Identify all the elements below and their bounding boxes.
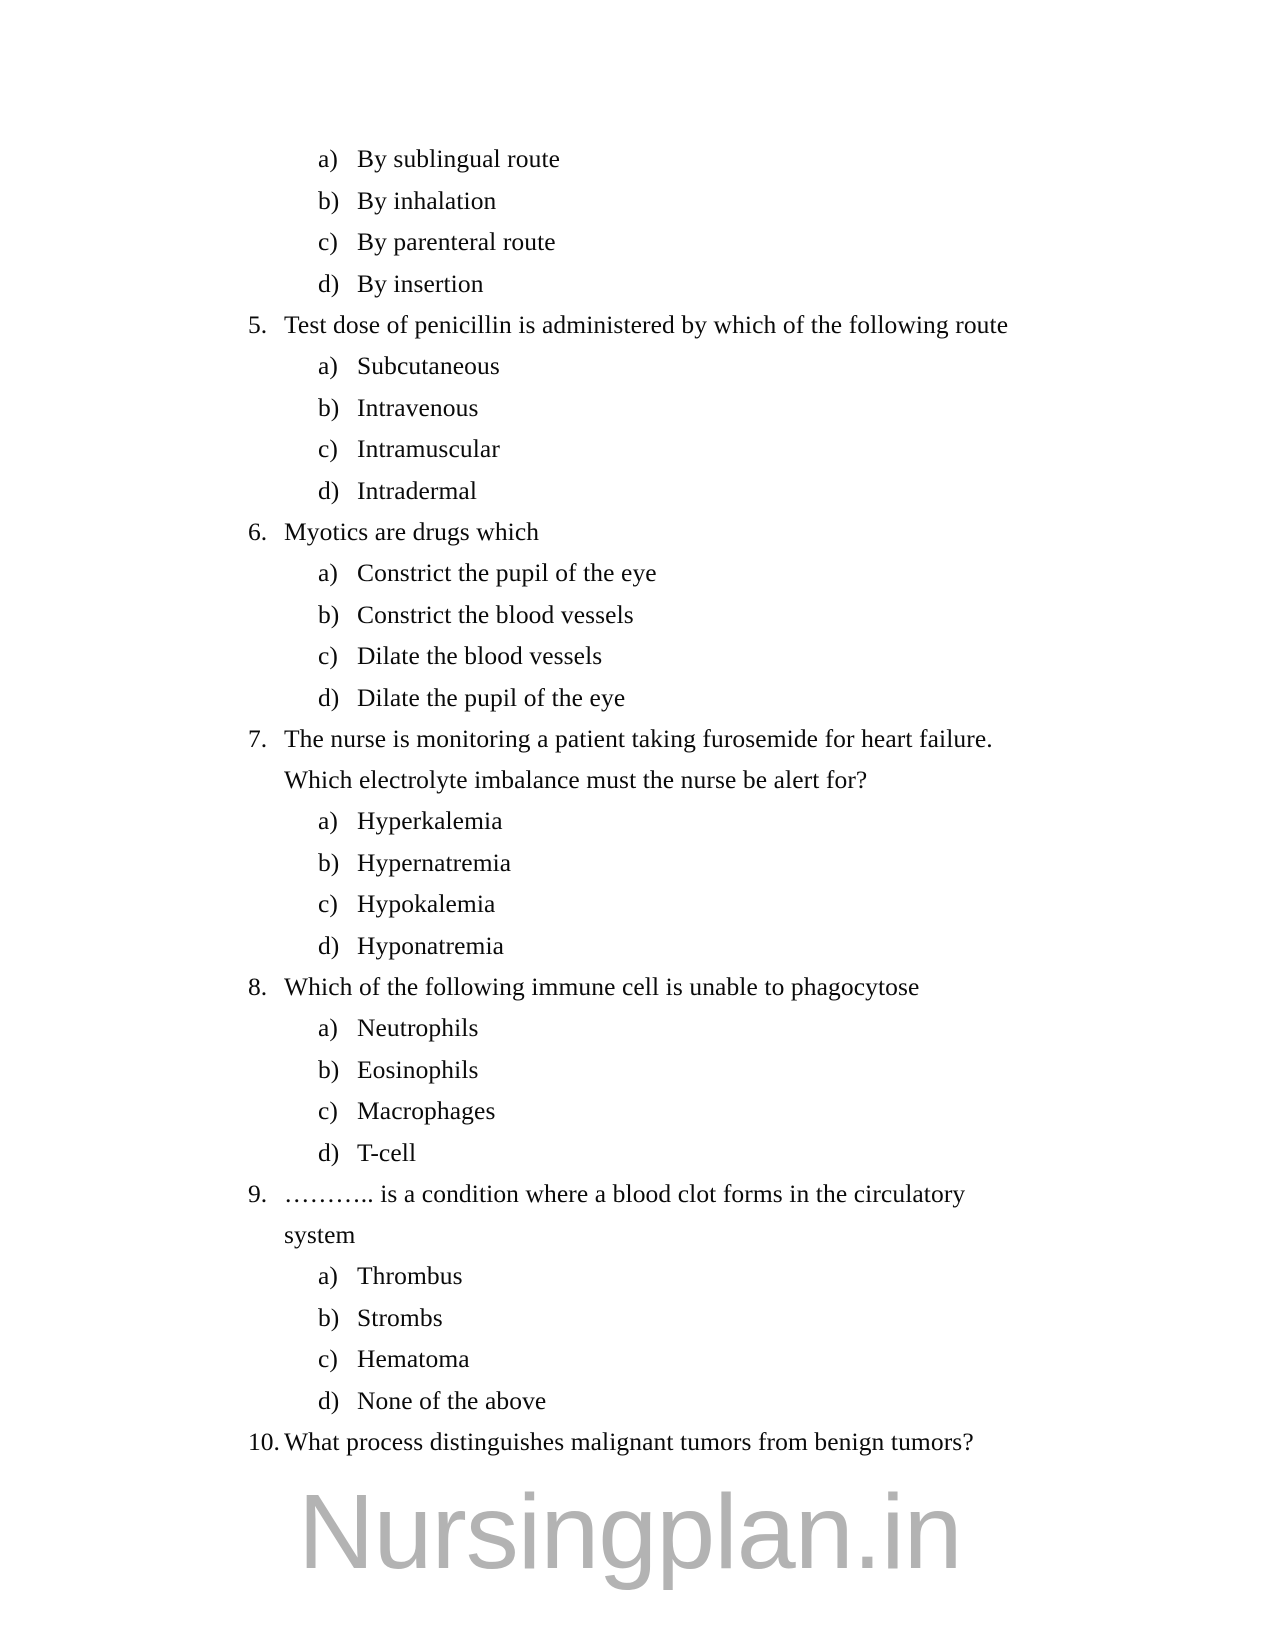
option-letter: d)	[318, 475, 340, 505]
question-block-7	[0, 718, 1275, 966]
option-letter: a)	[318, 351, 338, 380]
option-text: Intramuscular	[357, 434, 500, 463]
option-letter: c)	[318, 1096, 338, 1125]
option-text: Subcutaneous	[357, 351, 500, 380]
question-block-9	[0, 1173, 1275, 1421]
option-text: Dilate the blood vessels	[357, 641, 603, 670]
list-item[interactable]	[0, 842, 1275, 883]
option-text: By sublingual route	[357, 144, 561, 173]
option-text: Eosinophils	[357, 1054, 479, 1084]
option-letter: b)	[318, 1302, 340, 1332]
option-text: Hyperkalemia	[357, 806, 503, 835]
option-letter: b)	[318, 185, 340, 215]
question-number: 6.	[248, 517, 268, 546]
option-letter: d)	[318, 682, 340, 712]
list-item[interactable]	[0, 635, 1275, 676]
option-letter: d)	[318, 1385, 340, 1415]
list-item[interactable]	[0, 1132, 1275, 1173]
option-letter: a)	[318, 1013, 338, 1042]
option-letter: c)	[318, 227, 338, 256]
option-letter: a)	[318, 1261, 338, 1290]
question-number: 9.	[248, 1179, 268, 1208]
list-item[interactable]	[0, 387, 1275, 428]
list-item[interactable]	[0, 594, 1275, 635]
option-text: Hyponatremia	[357, 930, 505, 960]
option-letter: b)	[318, 599, 340, 629]
option-letter: b)	[318, 1054, 340, 1084]
question-row	[0, 1173, 1275, 1255]
question-text: ……….. is a condition where a blood clot forms in the circulatory system	[284, 1179, 966, 1249]
list-item[interactable]	[0, 1338, 1275, 1379]
question-block-10	[0, 1421, 1275, 1462]
option-letter: d)	[318, 1137, 340, 1167]
option-text: T-cell	[357, 1137, 417, 1167]
question-text: The nurse is monitoring a patient taking furosemide for heart failure. Which electrolyte imbalance must the nurse be alert for?	[284, 724, 993, 794]
option-text: Constrict the blood vessels	[357, 599, 634, 629]
list-item[interactable]	[0, 138, 1275, 179]
list-item[interactable]	[0, 925, 1275, 966]
list-item[interactable]	[0, 1297, 1275, 1338]
question-row	[0, 1421, 1275, 1462]
option-text: By insertion	[357, 268, 484, 298]
list-item[interactable]	[0, 1049, 1275, 1090]
list-item[interactable]	[0, 1007, 1275, 1048]
question-row	[0, 966, 1275, 1007]
question-block-6	[0, 511, 1275, 718]
question-text: Which of the following immune cell is unable to phagocytose	[284, 972, 920, 1001]
question-row	[0, 511, 1275, 552]
question-block-5	[0, 304, 1275, 511]
option-text: Intradermal	[357, 475, 478, 505]
option-text: None of the above	[357, 1385, 547, 1415]
option-letter: d)	[318, 930, 340, 960]
list-item[interactable]	[0, 1255, 1275, 1296]
option-letter: c)	[318, 1344, 338, 1373]
list-item[interactable]	[0, 1090, 1275, 1131]
option-text: By parenteral route	[357, 227, 556, 256]
orphan-option-group	[0, 138, 1275, 304]
option-text: Neutrophils	[357, 1013, 479, 1042]
option-text: Intravenous	[357, 392, 479, 422]
question-text: Myotics are drugs which	[284, 517, 540, 546]
option-text: Hypokalemia	[357, 889, 496, 918]
option-letter: a)	[318, 558, 338, 587]
question-row	[0, 718, 1275, 800]
option-text: Macrophages	[357, 1096, 496, 1125]
question-number: 5.	[248, 310, 268, 339]
list-item[interactable]	[0, 263, 1275, 304]
option-text: Dilate the pupil of the eye	[357, 682, 626, 712]
option-letter: c)	[318, 889, 338, 918]
list-item[interactable]	[0, 677, 1275, 718]
list-item[interactable]	[0, 221, 1275, 262]
option-text: Hematoma	[357, 1344, 470, 1373]
option-letter: b)	[318, 847, 340, 877]
option-letter: b)	[318, 392, 340, 422]
question-number: 8.	[248, 972, 268, 1001]
option-letter: d)	[318, 268, 340, 298]
list-item[interactable]	[0, 1380, 1275, 1421]
list-item[interactable]	[0, 180, 1275, 221]
list-item[interactable]	[0, 428, 1275, 469]
option-text: Hypernatremia	[357, 847, 512, 877]
option-letter: a)	[318, 806, 338, 835]
option-text: Constrict the pupil of the eye	[357, 558, 657, 587]
option-text: Thrombus	[357, 1261, 463, 1290]
question-number: 7.	[248, 724, 268, 753]
list-item[interactable]	[0, 470, 1275, 511]
option-letter: c)	[318, 641, 338, 670]
option-letter: c)	[318, 434, 338, 463]
question-text: What process distinguishes malignant tumors from benign tumors?	[284, 1427, 974, 1456]
question-row	[0, 304, 1275, 345]
list-item[interactable]	[0, 552, 1275, 593]
option-text: Strombs	[357, 1302, 443, 1332]
option-letter: a)	[318, 144, 338, 173]
list-item[interactable]	[0, 883, 1275, 924]
question-block-8	[0, 966, 1275, 1173]
list-item[interactable]	[0, 800, 1275, 841]
site-watermark: Nursingplan.in	[298, 1473, 962, 1591]
question-text: Test dose of penicillin is administered by which of the following route	[284, 310, 1009, 339]
list-item[interactable]	[0, 345, 1275, 386]
question-number: 10.	[248, 1427, 280, 1456]
option-text: By inhalation	[357, 185, 497, 215]
